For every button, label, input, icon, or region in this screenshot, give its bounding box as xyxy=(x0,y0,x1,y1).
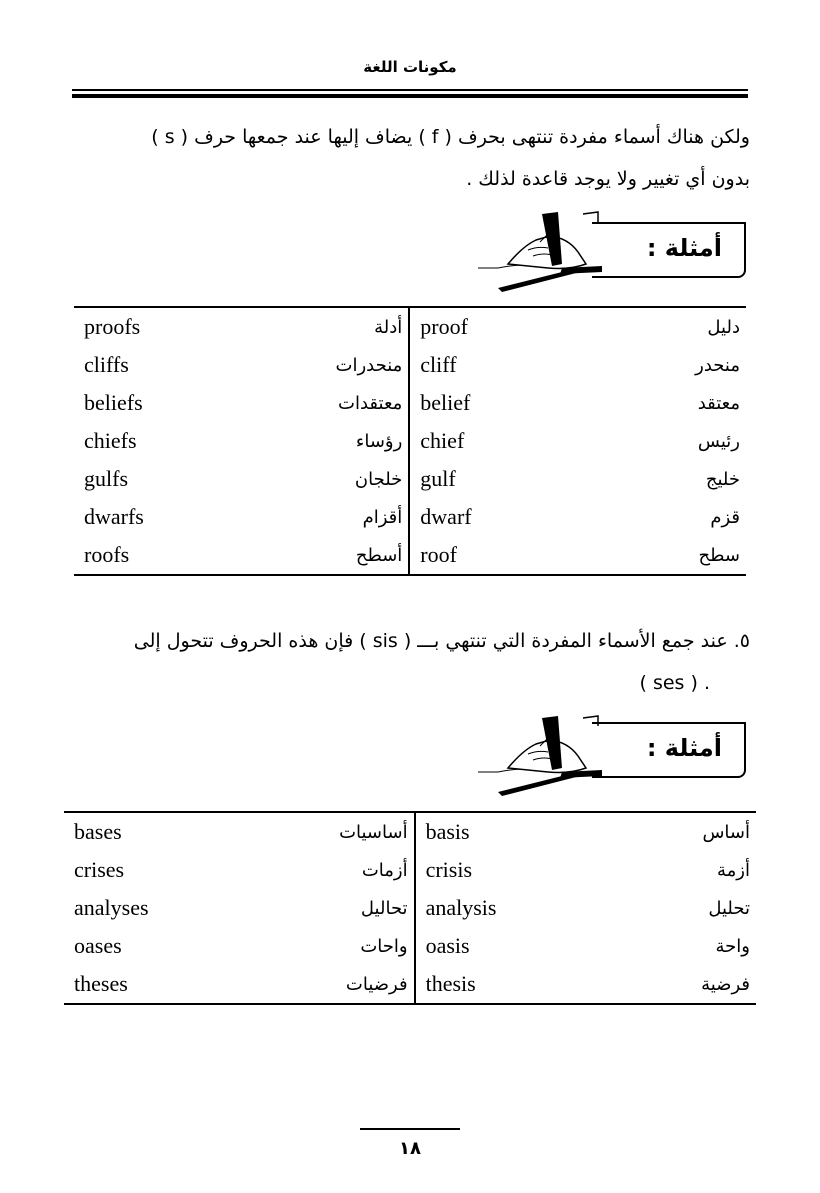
section1-examples-box xyxy=(592,222,746,278)
section1-word-table xyxy=(74,306,746,576)
table-row xyxy=(64,889,756,927)
plural-english-word: proofs xyxy=(84,314,141,339)
plural-arabic-word: معتقدات xyxy=(273,384,409,422)
plural-arabic-word: فرضيات xyxy=(264,965,415,1004)
plural-arabic-word: واحات xyxy=(264,927,415,965)
singular-arabic-word: خليج xyxy=(705,468,740,490)
section1-examples-label: أمثلة : xyxy=(646,234,722,262)
singular-arabic-word: معتقد xyxy=(697,392,740,414)
singular-arabic-word: أساس xyxy=(702,821,750,843)
singular-english-word: belief xyxy=(420,390,471,415)
singular-english-word: chief xyxy=(420,428,465,453)
plural-english-word: cliffs xyxy=(84,352,129,377)
hand-writing-pen-icon xyxy=(478,710,608,802)
plural-arabic-word: تحاليل xyxy=(264,889,415,927)
table-row xyxy=(74,384,746,422)
plural-english-word: oases xyxy=(74,933,122,958)
singular-arabic-word: منحدر xyxy=(695,354,740,376)
singular-english-word: roof xyxy=(420,542,457,567)
singular-english-word: analysis xyxy=(425,895,497,920)
page-header-title: مكونات اللغة xyxy=(363,58,457,76)
plural-english-word: beliefs xyxy=(84,390,143,415)
plural-arabic-word: خلجان xyxy=(273,460,409,498)
plural-english-word: crises xyxy=(74,857,125,882)
singular-arabic-word: واحة xyxy=(715,935,750,957)
table-row xyxy=(64,851,756,889)
plural-arabic-word: أسطح xyxy=(273,536,409,575)
singular-english-word: proof xyxy=(420,314,468,339)
singular-arabic-word: دليل xyxy=(707,316,740,338)
singular-english-word: oasis xyxy=(425,933,470,958)
plural-english-word: chiefs xyxy=(84,428,137,453)
header-rule-thin xyxy=(72,89,748,91)
plural-english-word: roofs xyxy=(84,542,130,567)
plural-arabic-word: أساسيات xyxy=(264,812,415,851)
singular-english-word: gulf xyxy=(420,466,456,491)
plural-arabic-word: أقزام xyxy=(273,498,409,536)
plural-english-word: gulfs xyxy=(84,466,128,491)
section2-examples-label: أمثلة : xyxy=(646,734,722,762)
table-row xyxy=(74,498,746,536)
singular-arabic-word: سطح xyxy=(698,544,740,566)
section2-paragraph xyxy=(70,620,750,704)
header-rule-thick xyxy=(72,94,748,98)
footer-rule xyxy=(360,1128,460,1130)
table-row xyxy=(74,460,746,498)
section2-word-table xyxy=(64,811,756,1005)
table-row xyxy=(74,307,746,346)
singular-arabic-word: قزم xyxy=(710,506,740,528)
singular-arabic-word: أزمة xyxy=(717,859,750,881)
table-row xyxy=(64,812,756,851)
table-row xyxy=(64,927,756,965)
singular-english-word: cliff xyxy=(420,352,457,377)
plural-arabic-word: منحدرات xyxy=(273,346,409,384)
plural-english-word: theses xyxy=(74,971,128,996)
section2-examples-box xyxy=(592,722,746,778)
singular-arabic-word: رئيس xyxy=(697,430,740,452)
singular-english-word: crisis xyxy=(425,857,473,882)
plural-arabic-word: أدلة xyxy=(273,307,409,346)
plural-english-word: dwarfs xyxy=(84,504,144,529)
table-row xyxy=(74,346,746,384)
plural-arabic-word: رؤساء xyxy=(273,422,409,460)
hand-writing-pen-icon xyxy=(478,206,608,298)
section2-paragraph-line1: ٥. عند جمع الأسماء المفردة التي تنتهي بـــ ( sis ) فإن هذه الحروف تتحول إلى xyxy=(133,630,750,652)
table-row xyxy=(74,536,746,575)
singular-english-word: basis xyxy=(425,819,470,844)
page-number: ١٨ xyxy=(399,1138,421,1159)
plural-arabic-word: أزمات xyxy=(264,851,415,889)
section2-paragraph-line2: . ( ses ) xyxy=(639,672,710,694)
plural-english-word: bases xyxy=(74,819,122,844)
section1-paragraph-line2: بدون أي تغيير ولا يوجد قاعدة لذلك . xyxy=(466,168,750,190)
plural-english-word: analyses xyxy=(74,895,149,920)
singular-arabic-word: تحليل xyxy=(708,897,750,919)
table-row xyxy=(74,422,746,460)
table-row xyxy=(64,965,756,1004)
section1-paragraph-line1: ولكن هناك أسماء مفردة تنتهى بحرف ( f ) يضاف إليها عند جمعها حرف ( s ) xyxy=(151,126,750,148)
singular-english-word: thesis xyxy=(425,971,476,996)
singular-arabic-word: فرضية xyxy=(701,973,750,995)
section1-paragraph xyxy=(70,116,750,200)
singular-english-word: dwarf xyxy=(420,504,472,529)
